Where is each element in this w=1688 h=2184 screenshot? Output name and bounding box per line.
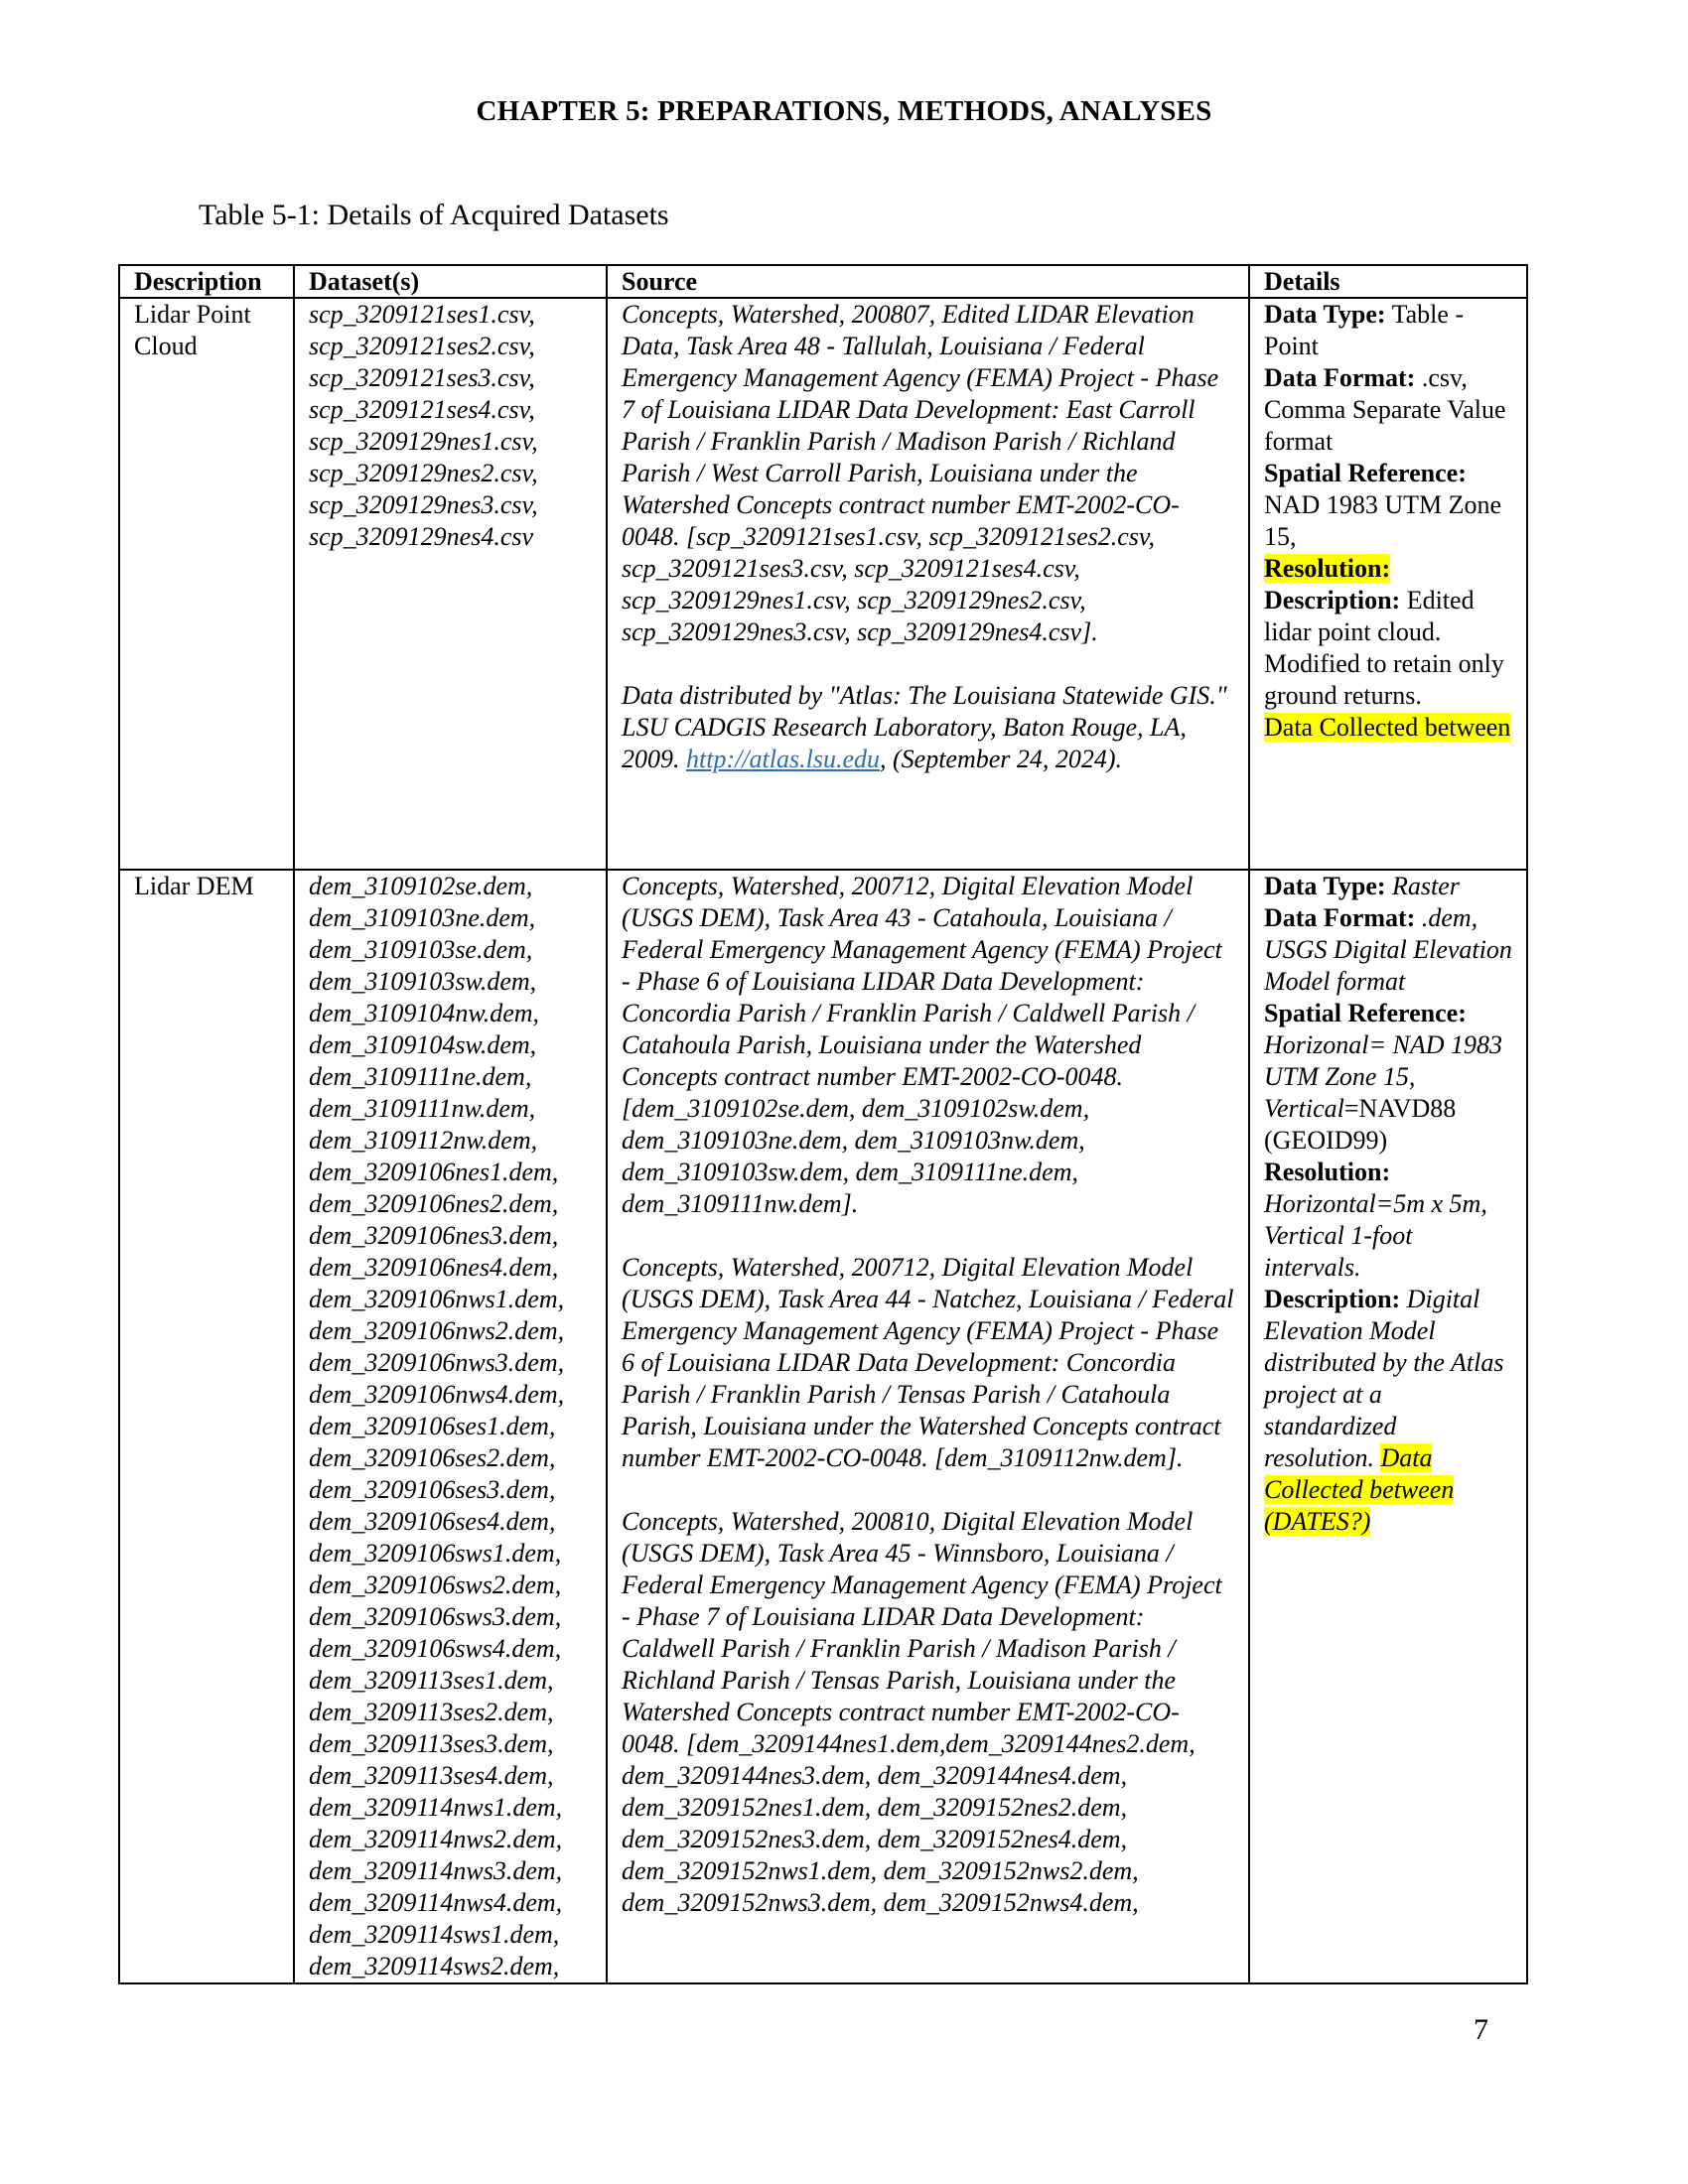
table-caption: Table 5-1: Details of Acquired Datasets	[199, 199, 669, 231]
dataset-item: dem_3209113ses2.dem,	[309, 1698, 554, 1726]
description-label: Description:	[1264, 586, 1401, 614]
dataset-item: dem_3109112nw.dem,	[309, 1126, 538, 1155]
dataset-item: dem_3209106ses2.dem,	[309, 1443, 556, 1472]
header-description: Description	[119, 265, 294, 298]
source-paragraph: Concepts, Watershed, 200810, Digital Elevation Model (USGS DEM), Task Area 45 - Winnsboro, Louisiana / Federal Emergency Management Agency (FEMA) Project - Phase 7 of Louisiana LIDAR Data Development: Caldwell Parish / Franklin Parish / Madison Parish / Richland Parish / Tensas Parish, Louisiana under the Watershed Concepts contract number EMT-2002-CO-0048. [dem_3209144nes1.dem,dem_3209144nes2.dem, dem_3209144nes3.dem, dem_3209144nes4.dem, dem_3209152nes1.dem, dem_3209152nes2.dem, dem_3209152nes3.dem, dem_3209152nes4.dem, dem_3209152nws1.dem, dem_3209152nws2.dem, dem_3209152nws3.dem, dem_3209152nws4.dem,	[622, 1507, 1222, 1917]
page-title: CHAPTER 5: PREPARATIONS, METHODS, ANALYSES	[476, 95, 1212, 127]
description-value: Edited lidar point cloud. Modified to retain only ground returns.	[1264, 586, 1504, 710]
dataset-item: dem_3109102se.dem,	[309, 872, 533, 900]
dataset-item: dem_3209106nws4.dem,	[309, 1380, 565, 1409]
data-format-value: .dem, USGS Digital Elevation Model format	[1264, 903, 1512, 996]
vertical-label: Vertical	[1264, 1094, 1344, 1123]
source-text: Data distributed by "Atlas: The Louisiana Statewide GIS." LSU CADGIS Research Laboratory, Baton Rouge, LA, 2009.	[622, 681, 1227, 773]
dataset-item: dem_3209106ses4.dem,	[309, 1507, 556, 1536]
datasets-cell	[294, 298, 607, 870]
dataset-item: dem_3209114nws1.dem,	[309, 1793, 563, 1822]
vertical-value: =NAVD88 (GEOID99)	[1264, 1094, 1457, 1155]
dataset-item: dem_3209114sws2.dem,	[309, 1952, 560, 1980]
row-description: Lidar DEM	[119, 870, 294, 1983]
data-format-label: Data Format:	[1264, 363, 1416, 392]
dataset-item: scp_3209121ses3.csv,	[309, 363, 535, 392]
dataset-item: scp_3209129nes1.csv,	[309, 427, 538, 456]
resolution-label: Resolution:	[1264, 1158, 1391, 1186]
dataset-item: dem_3209114nws3.dem,	[309, 1856, 563, 1885]
source-cell	[607, 870, 1249, 1983]
dataset-item: dem_3209113ses4.dem,	[309, 1761, 554, 1790]
spatial-ref-value: NAD 1983 UTM Zone 15,	[1264, 490, 1502, 551]
dataset-item: dem_3209106nws2.dem,	[309, 1316, 565, 1345]
spatial-ref-label: Spatial Reference:	[1264, 999, 1467, 1027]
dataset-item: dem_3209106nws1.dem,	[309, 1285, 565, 1313]
dataset-item: dem_3209106ses3.dem,	[309, 1475, 556, 1504]
dataset-item: dem_3109104nw.dem,	[309, 999, 540, 1027]
dataset-item: dem_3209106nes1.dem,	[309, 1158, 559, 1186]
data-type-label: Data Type:	[1264, 300, 1386, 329]
page-number: 7	[1474, 2013, 1488, 2046]
dataset-item: dem_3209106nws3.dem,	[309, 1348, 565, 1377]
dataset-item: dem_3209106sws4.dem,	[309, 1634, 562, 1663]
source-paragraph: Concepts, Watershed, 200712, Digital Elevation Model (USGS DEM), Task Area 44 - Natchez, Louisiana / Federal Emergency Management Agency (FEMA) Project - Phase 6 of Louisiana LIDAR Data Development: Concordia Parish / Franklin Parish / Tensas Parish / Catahoula Parish, Louisiana under the Watershed Concepts contract number EMT-2002-CO-0048. [dem_3109112nw.dem].	[622, 1253, 1234, 1472]
dataset-item: dem_3209106sws3.dem,	[309, 1602, 562, 1631]
table-row	[119, 870, 1527, 1983]
datasets-cell	[294, 870, 607, 1983]
dataset-item: scp_3209129nes3.csv,	[309, 490, 538, 519]
dataset-item: dem_3109111ne.dem,	[309, 1062, 532, 1091]
dataset-item: scp_3209129nes2.csv,	[309, 459, 538, 487]
table-header-row	[119, 265, 1527, 298]
horizontal-ref: Horizonal= NAD 1983 UTM Zone 15,	[1264, 1030, 1503, 1091]
collected-note: Data Collected between	[1264, 713, 1511, 742]
description-label: Description:	[1264, 1285, 1401, 1313]
dataset-item: dem_3209113ses3.dem,	[309, 1729, 554, 1758]
dataset-item: dem_3209113ses1.dem,	[309, 1666, 554, 1695]
details-cell	[1249, 298, 1527, 870]
dataset-item: scp_3209121ses2.csv,	[309, 332, 535, 360]
source-paragraph	[622, 680, 1234, 775]
data-format-label: Data Format:	[1264, 903, 1416, 932]
data-type-value: Raster	[1385, 872, 1460, 900]
dataset-item: scp_3209129nes4.csv	[309, 522, 534, 551]
dataset-item: dem_3209114nws4.dem,	[309, 1888, 563, 1917]
data-type-label: Data Type:	[1264, 872, 1386, 900]
datasets-table	[118, 264, 1528, 1984]
source-cell	[607, 298, 1249, 870]
dataset-item: dem_3209106nes4.dem,	[309, 1253, 559, 1282]
resolution-label: Resolution:	[1264, 554, 1391, 583]
data-type-value: Table - Point	[1264, 300, 1465, 360]
dataset-item: dem_3209114nws2.dem,	[309, 1825, 563, 1853]
dataset-item: dem_3109103ne.dem,	[309, 903, 536, 932]
header-datasets: Dataset(s)	[294, 265, 607, 298]
source-text: , (September 24, 2024).	[880, 745, 1123, 773]
resolution-value: Horizontal=5m x 5m, Vertical 1-foot intervals.	[1264, 1189, 1487, 1282]
dataset-item: dem_3209106nes3.dem,	[309, 1221, 559, 1250]
data-format-value: .csv, Comma Separate Value format	[1264, 363, 1506, 456]
spatial-ref-label: Spatial Reference:	[1264, 459, 1467, 487]
dataset-item: dem_3209106ses1.dem,	[309, 1412, 556, 1440]
dataset-item: dem_3109103se.dem,	[309, 935, 533, 964]
dataset-item: dem_3209114sws1.dem,	[309, 1920, 560, 1949]
source-paragraph: Concepts, Watershed, 200807, Edited LIDAR Elevation Data, Task Area 48 - Tallulah, Louisiana / Federal Emergency Management Agency (FEMA) Project - Phase 7 of Louisiana LIDAR Data Development: East Carroll Parish / Franklin Parish / Madison Parish / Richland Parish / West Carroll Parish, Louisiana under the Watershed Concepts contract number EMT-2002-CO-0048. [scp_3209121ses1.csv, scp_3209121ses2.csv, scp_3209121ses3.csv, scp_3209121ses4.csv, scp_3209129nes1.csv, scp_3209129nes2.csv, scp_3209129nes3.csv, scp_3209129nes4.csv].	[622, 300, 1219, 646]
table-row	[119, 298, 1527, 870]
header-source: Source	[607, 265, 1249, 298]
header-details: Details	[1249, 265, 1527, 298]
row-description: Lidar Point Cloud	[119, 298, 294, 870]
dataset-item: dem_3209106nes2.dem,	[309, 1189, 559, 1218]
dataset-item: dem_3109103sw.dem,	[309, 967, 537, 996]
source-paragraph: Concepts, Watershed, 200712, Digital Elevation Model (USGS DEM), Task Area 43 - Catahoula, Louisiana / Federal Emergency Management Agency (FEMA) Project - Phase 6 of Louisiana LIDAR Data Development: Concordia Parish / Franklin Parish / Caldwell Parish / Catahoula Parish, Louisiana under the Watershed Concepts contract number EMT-2002-CO-0048. [dem_3109102se.dem, dem_3109102sw.dem, dem_3109103ne.dem, dem_3109103nw.dem, dem_3109103sw.dem, dem_3109111ne.dem, dem_3109111nw.dem].	[622, 872, 1222, 1218]
description-value: Digital Elevation Model distributed by the Atlas project at a standardized resolution.	[1264, 1285, 1504, 1472]
dataset-item: dem_3209106sws2.dem,	[309, 1570, 562, 1599]
details-cell	[1249, 870, 1527, 1983]
atlas-link[interactable]: http://atlas.lsu.edu	[686, 745, 880, 773]
collected-note: Data Collected between (DATES?)	[1264, 1443, 1455, 1536]
dataset-item: dem_3209106sws1.dem,	[309, 1539, 562, 1568]
dataset-item: dem_3109111nw.dem,	[309, 1094, 536, 1123]
dataset-item: scp_3209121ses1.csv,	[309, 300, 535, 329]
dataset-item: scp_3209121ses4.csv,	[309, 395, 535, 424]
dataset-item: dem_3109104sw.dem,	[309, 1030, 537, 1059]
